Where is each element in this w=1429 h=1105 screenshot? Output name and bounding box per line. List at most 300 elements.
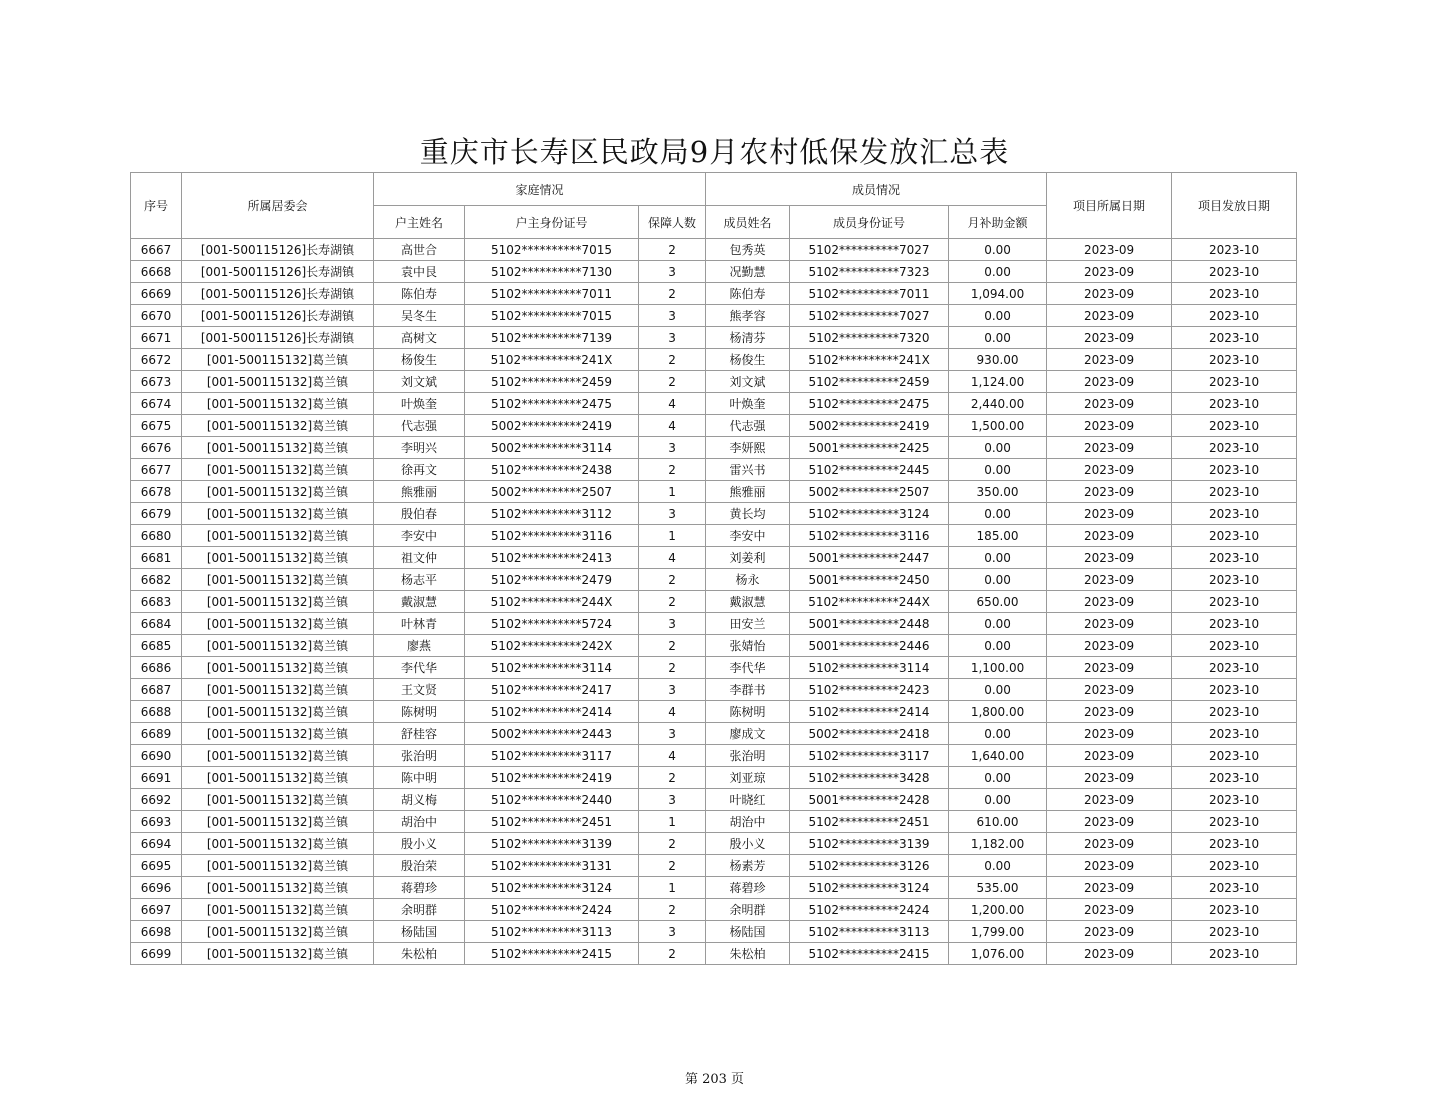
committee-cell: [001-500115132]葛兰镇 xyxy=(182,679,374,701)
header-family-group: 家庭情况 xyxy=(374,173,706,206)
count-cell: 2 xyxy=(639,591,706,613)
member-name-cell: 况勤慧 xyxy=(706,261,790,283)
member-id-cell: 5002**********2419 xyxy=(790,415,949,437)
member-name-cell: 蒋碧珍 xyxy=(706,877,790,899)
amount-cell: 1,200.00 xyxy=(949,899,1047,921)
head-name-cell: 陈树明 xyxy=(374,701,465,723)
table-row xyxy=(131,393,1297,415)
count-cell: 4 xyxy=(639,547,706,569)
header-item-date: 项目所属日期 xyxy=(1047,173,1172,239)
head-name-cell: 杨志平 xyxy=(374,569,465,591)
amount-cell: 2,440.00 xyxy=(949,393,1047,415)
table-row xyxy=(131,723,1297,745)
committee-cell: [001-500115126]长寿湖镇 xyxy=(182,305,374,327)
count-cell: 2 xyxy=(639,349,706,371)
header-member-group: 成员情况 xyxy=(706,173,1047,206)
amount-cell: 650.00 xyxy=(949,591,1047,613)
count-cell: 3 xyxy=(639,503,706,525)
amount-cell: 0.00 xyxy=(949,261,1047,283)
member-id-cell: 5102**********2451 xyxy=(790,811,949,833)
table-row xyxy=(131,547,1297,569)
head-name-cell: 叶林青 xyxy=(374,613,465,635)
item-date-cell: 2023-09 xyxy=(1047,591,1172,613)
table-row xyxy=(131,283,1297,305)
committee-cell: [001-500115132]葛兰镇 xyxy=(182,349,374,371)
head-id-cell: 5102**********2459 xyxy=(465,371,639,393)
amount-cell: 185.00 xyxy=(949,525,1047,547)
head-id-cell: 5002**********2443 xyxy=(465,723,639,745)
pay-date-cell: 2023-10 xyxy=(1172,679,1297,701)
item-date-cell: 2023-09 xyxy=(1047,723,1172,745)
item-date-cell: 2023-09 xyxy=(1047,701,1172,723)
count-cell: 4 xyxy=(639,393,706,415)
pay-date-cell: 2023-10 xyxy=(1172,481,1297,503)
table-row xyxy=(131,481,1297,503)
member-name-cell: 刘姜利 xyxy=(706,547,790,569)
amount-cell: 1,640.00 xyxy=(949,745,1047,767)
table-row xyxy=(131,745,1297,767)
member-id-cell: 5001**********2425 xyxy=(790,437,949,459)
count-cell: 1 xyxy=(639,481,706,503)
pay-date-cell: 2023-10 xyxy=(1172,459,1297,481)
item-date-cell: 2023-09 xyxy=(1047,327,1172,349)
item-date-cell: 2023-09 xyxy=(1047,657,1172,679)
amount-cell: 0.00 xyxy=(949,679,1047,701)
member-name-cell: 陈树明 xyxy=(706,701,790,723)
member-name-cell: 雷兴书 xyxy=(706,459,790,481)
seq-cell: 6672 xyxy=(131,349,182,371)
table-row xyxy=(131,239,1297,261)
member-name-cell: 代志强 xyxy=(706,415,790,437)
amount-cell: 350.00 xyxy=(949,481,1047,503)
seq-cell: 6680 xyxy=(131,525,182,547)
pay-date-cell: 2023-10 xyxy=(1172,393,1297,415)
committee-cell: [001-500115132]葛兰镇 xyxy=(182,525,374,547)
pay-date-cell: 2023-10 xyxy=(1172,899,1297,921)
seq-cell: 6681 xyxy=(131,547,182,569)
committee-cell: [001-500115132]葛兰镇 xyxy=(182,393,374,415)
item-date-cell: 2023-09 xyxy=(1047,437,1172,459)
amount-cell: 0.00 xyxy=(949,547,1047,569)
member-id-cell: 5102**********2475 xyxy=(790,393,949,415)
table-row xyxy=(131,569,1297,591)
item-date-cell: 2023-09 xyxy=(1047,921,1172,943)
member-id-cell: 5102**********3117 xyxy=(790,745,949,767)
member-name-cell: 熊雅丽 xyxy=(706,481,790,503)
pay-date-cell: 2023-10 xyxy=(1172,437,1297,459)
header-member-id: 成员身份证号 xyxy=(790,206,949,239)
committee-cell: [001-500115126]长寿湖镇 xyxy=(182,327,374,349)
amount-cell: 0.00 xyxy=(949,767,1047,789)
pay-date-cell: 2023-10 xyxy=(1172,745,1297,767)
pay-date-cell: 2023-10 xyxy=(1172,305,1297,327)
table-row xyxy=(131,437,1297,459)
page-title: 重庆市长寿区民政局9月农村低保发放汇总表 xyxy=(419,135,1010,169)
table-row xyxy=(131,327,1297,349)
item-date-cell: 2023-09 xyxy=(1047,371,1172,393)
head-name-cell: 代志强 xyxy=(374,415,465,437)
pay-date-cell: 2023-10 xyxy=(1172,811,1297,833)
committee-cell: [001-500115132]葛兰镇 xyxy=(182,591,374,613)
member-name-cell: 张婧怡 xyxy=(706,635,790,657)
committee-cell: [001-500115132]葛兰镇 xyxy=(182,635,374,657)
count-cell: 4 xyxy=(639,745,706,767)
head-id-cell: 5102**********241X xyxy=(465,349,639,371)
amount-cell: 0.00 xyxy=(949,613,1047,635)
seq-cell: 6678 xyxy=(131,481,182,503)
member-name-cell: 黄长均 xyxy=(706,503,790,525)
header-committee: 所属居委会 xyxy=(182,173,374,239)
head-id-cell: 5102**********7011 xyxy=(465,283,639,305)
member-id-cell: 5001**********2447 xyxy=(790,547,949,569)
member-name-cell: 包秀英 xyxy=(706,239,790,261)
seq-cell: 6699 xyxy=(131,943,182,965)
committee-cell: [001-500115126]长寿湖镇 xyxy=(182,261,374,283)
item-date-cell: 2023-09 xyxy=(1047,393,1172,415)
table-row xyxy=(131,415,1297,437)
table-row xyxy=(131,525,1297,547)
head-name-cell: 胡义梅 xyxy=(374,789,465,811)
member-id-cell: 5001**********2450 xyxy=(790,569,949,591)
member-id-cell: 5102**********7027 xyxy=(790,239,949,261)
amount-cell: 0.00 xyxy=(949,327,1047,349)
table-row xyxy=(131,921,1297,943)
table-row xyxy=(131,811,1297,833)
member-name-cell: 李代华 xyxy=(706,657,790,679)
amount-cell: 930.00 xyxy=(949,349,1047,371)
member-id-cell: 5102**********2445 xyxy=(790,459,949,481)
member-name-cell: 杨俊生 xyxy=(706,349,790,371)
head-name-cell: 杨陆国 xyxy=(374,921,465,943)
head-name-cell: 李安中 xyxy=(374,525,465,547)
count-cell: 2 xyxy=(639,855,706,877)
header-head-name: 户主姓名 xyxy=(374,206,465,239)
member-name-cell: 叶焕奎 xyxy=(706,393,790,415)
member-id-cell: 5001**********2446 xyxy=(790,635,949,657)
head-id-cell: 5002**********2507 xyxy=(465,481,639,503)
member-id-cell: 5001**********2448 xyxy=(790,613,949,635)
member-id-cell: 5102**********7027 xyxy=(790,305,949,327)
amount-cell: 1,800.00 xyxy=(949,701,1047,723)
seq-cell: 6682 xyxy=(131,569,182,591)
pay-date-cell: 2023-10 xyxy=(1172,503,1297,525)
amount-cell: 0.00 xyxy=(949,789,1047,811)
pay-date-cell: 2023-10 xyxy=(1172,723,1297,745)
seq-cell: 6671 xyxy=(131,327,182,349)
member-id-cell: 5102**********2424 xyxy=(790,899,949,921)
head-id-cell: 5102**********7139 xyxy=(465,327,639,349)
amount-cell: 1,076.00 xyxy=(949,943,1047,965)
member-name-cell: 陈伯寿 xyxy=(706,283,790,305)
member-name-cell: 李群书 xyxy=(706,679,790,701)
item-date-cell: 2023-09 xyxy=(1047,481,1172,503)
item-date-cell: 2023-09 xyxy=(1047,349,1172,371)
head-id-cell: 5102**********242X xyxy=(465,635,639,657)
member-id-cell: 5102**********3116 xyxy=(790,525,949,547)
pay-date-cell: 2023-10 xyxy=(1172,943,1297,965)
item-date-cell: 2023-09 xyxy=(1047,503,1172,525)
table-row xyxy=(131,349,1297,371)
member-id-cell: 5102**********2423 xyxy=(790,679,949,701)
head-name-cell: 陈中明 xyxy=(374,767,465,789)
head-id-cell: 5102**********7015 xyxy=(465,305,639,327)
committee-cell: [001-500115132]葛兰镇 xyxy=(182,481,374,503)
member-id-cell: 5102**********3139 xyxy=(790,833,949,855)
item-date-cell: 2023-09 xyxy=(1047,613,1172,635)
seq-cell: 6685 xyxy=(131,635,182,657)
header-seq: 序号 xyxy=(131,173,182,239)
table-row xyxy=(131,855,1297,877)
item-date-cell: 2023-09 xyxy=(1047,811,1172,833)
head-name-cell: 舒桂容 xyxy=(374,723,465,745)
head-id-cell: 5102**********7130 xyxy=(465,261,639,283)
head-id-cell: 5002**********3114 xyxy=(465,437,639,459)
head-id-cell: 5002**********2419 xyxy=(465,415,639,437)
member-id-cell: 5102**********241X xyxy=(790,349,949,371)
member-id-cell: 5001**********2428 xyxy=(790,789,949,811)
amount-cell: 0.00 xyxy=(949,635,1047,657)
committee-cell: [001-500115132]葛兰镇 xyxy=(182,701,374,723)
committee-cell: [001-500115126]长寿湖镇 xyxy=(182,239,374,261)
head-id-cell: 5102**********2475 xyxy=(465,393,639,415)
seq-cell: 6689 xyxy=(131,723,182,745)
table-row xyxy=(131,635,1297,657)
count-cell: 2 xyxy=(639,283,706,305)
head-name-cell: 张治明 xyxy=(374,745,465,767)
member-id-cell: 5002**********2507 xyxy=(790,481,949,503)
seq-cell: 6677 xyxy=(131,459,182,481)
member-id-cell: 5102**********3114 xyxy=(790,657,949,679)
pay-date-cell: 2023-10 xyxy=(1172,833,1297,855)
member-id-cell: 5102**********3126 xyxy=(790,855,949,877)
item-date-cell: 2023-09 xyxy=(1047,789,1172,811)
count-cell: 4 xyxy=(639,415,706,437)
committee-cell: [001-500115132]葛兰镇 xyxy=(182,415,374,437)
head-name-cell: 殷伯春 xyxy=(374,503,465,525)
count-cell: 1 xyxy=(639,811,706,833)
pay-date-cell: 2023-10 xyxy=(1172,371,1297,393)
count-cell: 2 xyxy=(639,239,706,261)
amount-cell: 610.00 xyxy=(949,811,1047,833)
seq-cell: 6686 xyxy=(131,657,182,679)
member-id-cell: 5102**********7323 xyxy=(790,261,949,283)
committee-cell: [001-500115132]葛兰镇 xyxy=(182,943,374,965)
seq-cell: 6694 xyxy=(131,833,182,855)
member-name-cell: 殷小义 xyxy=(706,833,790,855)
seq-cell: 6670 xyxy=(131,305,182,327)
committee-cell: [001-500115132]葛兰镇 xyxy=(182,613,374,635)
seq-cell: 6687 xyxy=(131,679,182,701)
seq-cell: 6688 xyxy=(131,701,182,723)
table-row xyxy=(131,767,1297,789)
head-id-cell: 5102**********7015 xyxy=(465,239,639,261)
committee-cell: [001-500115132]葛兰镇 xyxy=(182,767,374,789)
table-row xyxy=(131,305,1297,327)
amount-cell: 0.00 xyxy=(949,503,1047,525)
head-name-cell: 殷小义 xyxy=(374,833,465,855)
committee-cell: [001-500115132]葛兰镇 xyxy=(182,855,374,877)
member-id-cell: 5102**********2459 xyxy=(790,371,949,393)
member-name-cell: 杨清芬 xyxy=(706,327,790,349)
item-date-cell: 2023-09 xyxy=(1047,283,1172,305)
seq-cell: 6684 xyxy=(131,613,182,635)
table-row xyxy=(131,459,1297,481)
amount-cell: 0.00 xyxy=(949,305,1047,327)
head-id-cell: 5102**********3124 xyxy=(465,877,639,899)
head-name-cell: 李明兴 xyxy=(374,437,465,459)
committee-cell: [001-500115132]葛兰镇 xyxy=(182,371,374,393)
pay-date-cell: 2023-10 xyxy=(1172,415,1297,437)
item-date-cell: 2023-09 xyxy=(1047,943,1172,965)
head-name-cell: 胡治中 xyxy=(374,811,465,833)
item-date-cell: 2023-09 xyxy=(1047,833,1172,855)
count-cell: 1 xyxy=(639,525,706,547)
head-id-cell: 5102**********3112 xyxy=(465,503,639,525)
member-id-cell: 5002**********2418 xyxy=(790,723,949,745)
committee-cell: [001-500115132]葛兰镇 xyxy=(182,789,374,811)
pay-date-cell: 2023-10 xyxy=(1172,767,1297,789)
member-id-cell: 5102**********7320 xyxy=(790,327,949,349)
amount-cell: 0.00 xyxy=(949,437,1047,459)
seq-cell: 6690 xyxy=(131,745,182,767)
table-body xyxy=(131,239,1297,965)
count-cell: 2 xyxy=(639,635,706,657)
member-name-cell: 李安中 xyxy=(706,525,790,547)
member-id-cell: 5102**********3124 xyxy=(790,503,949,525)
table-header xyxy=(131,173,1297,239)
head-id-cell: 5102**********3114 xyxy=(465,657,639,679)
member-name-cell: 李妍熙 xyxy=(706,437,790,459)
table-row xyxy=(131,833,1297,855)
item-date-cell: 2023-09 xyxy=(1047,899,1172,921)
head-name-cell: 袁中艮 xyxy=(374,261,465,283)
item-date-cell: 2023-09 xyxy=(1047,415,1172,437)
head-name-cell: 王文贤 xyxy=(374,679,465,701)
amount-cell: 1,100.00 xyxy=(949,657,1047,679)
committee-cell: [001-500115132]葛兰镇 xyxy=(182,459,374,481)
item-date-cell: 2023-09 xyxy=(1047,635,1172,657)
seq-cell: 6674 xyxy=(131,393,182,415)
count-cell: 3 xyxy=(639,327,706,349)
head-name-cell: 杨俊生 xyxy=(374,349,465,371)
committee-cell: [001-500115132]葛兰镇 xyxy=(182,833,374,855)
pay-date-cell: 2023-10 xyxy=(1172,877,1297,899)
head-id-cell: 5102**********3117 xyxy=(465,745,639,767)
member-name-cell: 余明群 xyxy=(706,899,790,921)
pay-date-cell: 2023-10 xyxy=(1172,701,1297,723)
pay-date-cell: 2023-10 xyxy=(1172,547,1297,569)
head-name-cell: 刘文斌 xyxy=(374,371,465,393)
member-name-cell: 朱松柏 xyxy=(706,943,790,965)
amount-cell: 1,094.00 xyxy=(949,283,1047,305)
item-date-cell: 2023-09 xyxy=(1047,745,1172,767)
member-name-cell: 胡治中 xyxy=(706,811,790,833)
item-date-cell: 2023-09 xyxy=(1047,547,1172,569)
item-date-cell: 2023-09 xyxy=(1047,525,1172,547)
member-name-cell: 戴淑慧 xyxy=(706,591,790,613)
head-name-cell: 李代华 xyxy=(374,657,465,679)
head-id-cell: 5102**********2440 xyxy=(465,789,639,811)
head-name-cell: 余明群 xyxy=(374,899,465,921)
head-id-cell: 5102**********2415 xyxy=(465,943,639,965)
head-id-cell: 5102**********3131 xyxy=(465,855,639,877)
head-id-cell: 5102**********2417 xyxy=(465,679,639,701)
amount-cell: 1,500.00 xyxy=(949,415,1047,437)
member-name-cell: 杨永 xyxy=(706,569,790,591)
item-date-cell: 2023-09 xyxy=(1047,855,1172,877)
pay-date-cell: 2023-10 xyxy=(1172,613,1297,635)
count-cell: 2 xyxy=(639,569,706,591)
pay-date-cell: 2023-10 xyxy=(1172,569,1297,591)
item-date-cell: 2023-09 xyxy=(1047,261,1172,283)
head-name-cell: 祖文仲 xyxy=(374,547,465,569)
head-name-cell: 叶焕奎 xyxy=(374,393,465,415)
count-cell: 3 xyxy=(639,789,706,811)
head-id-cell: 5102**********2451 xyxy=(465,811,639,833)
committee-cell: [001-500115132]葛兰镇 xyxy=(182,547,374,569)
seq-cell: 6692 xyxy=(131,789,182,811)
table-row xyxy=(131,789,1297,811)
amount-cell: 0.00 xyxy=(949,239,1047,261)
pay-date-cell: 2023-10 xyxy=(1172,855,1297,877)
count-cell: 2 xyxy=(639,833,706,855)
member-name-cell: 廖成文 xyxy=(706,723,790,745)
count-cell: 3 xyxy=(639,437,706,459)
committee-cell: [001-500115126]长寿湖镇 xyxy=(182,283,374,305)
item-date-cell: 2023-09 xyxy=(1047,459,1172,481)
head-id-cell: 5102**********244X xyxy=(465,591,639,613)
head-name-cell: 吴冬生 xyxy=(374,305,465,327)
head-name-cell: 戴淑慧 xyxy=(374,591,465,613)
table-row xyxy=(131,503,1297,525)
table-row xyxy=(131,899,1297,921)
table-row xyxy=(131,261,1297,283)
member-id-cell: 5102**********3113 xyxy=(790,921,949,943)
committee-cell: [001-500115132]葛兰镇 xyxy=(182,745,374,767)
table-row xyxy=(131,591,1297,613)
item-date-cell: 2023-09 xyxy=(1047,767,1172,789)
member-id-cell: 5102**********244X xyxy=(790,591,949,613)
seq-cell: 6693 xyxy=(131,811,182,833)
head-id-cell: 5102**********2424 xyxy=(465,899,639,921)
head-id-cell: 5102**********2413 xyxy=(465,547,639,569)
item-date-cell: 2023-09 xyxy=(1047,679,1172,701)
head-id-cell: 5102**********2419 xyxy=(465,767,639,789)
seq-cell: 6679 xyxy=(131,503,182,525)
committee-cell: [001-500115132]葛兰镇 xyxy=(182,899,374,921)
member-id-cell: 5102**********7011 xyxy=(790,283,949,305)
count-cell: 3 xyxy=(639,305,706,327)
committee-cell: [001-500115132]葛兰镇 xyxy=(182,921,374,943)
header-member-name: 成员姓名 xyxy=(706,206,790,239)
seq-cell: 6696 xyxy=(131,877,182,899)
member-name-cell: 田安兰 xyxy=(706,613,790,635)
count-cell: 2 xyxy=(639,459,706,481)
head-id-cell: 5102**********3139 xyxy=(465,833,639,855)
seq-cell: 6667 xyxy=(131,239,182,261)
table-row xyxy=(131,943,1297,965)
count-cell: 3 xyxy=(639,613,706,635)
seq-cell: 6669 xyxy=(131,283,182,305)
head-id-cell: 5102**********5724 xyxy=(465,613,639,635)
item-date-cell: 2023-09 xyxy=(1047,305,1172,327)
head-id-cell: 5102**********2438 xyxy=(465,459,639,481)
header-pay-date: 项目发放日期 xyxy=(1172,173,1297,239)
table-row xyxy=(131,701,1297,723)
member-name-cell: 熊孝容 xyxy=(706,305,790,327)
member-id-cell: 5102**********3124 xyxy=(790,877,949,899)
pay-date-cell: 2023-10 xyxy=(1172,635,1297,657)
